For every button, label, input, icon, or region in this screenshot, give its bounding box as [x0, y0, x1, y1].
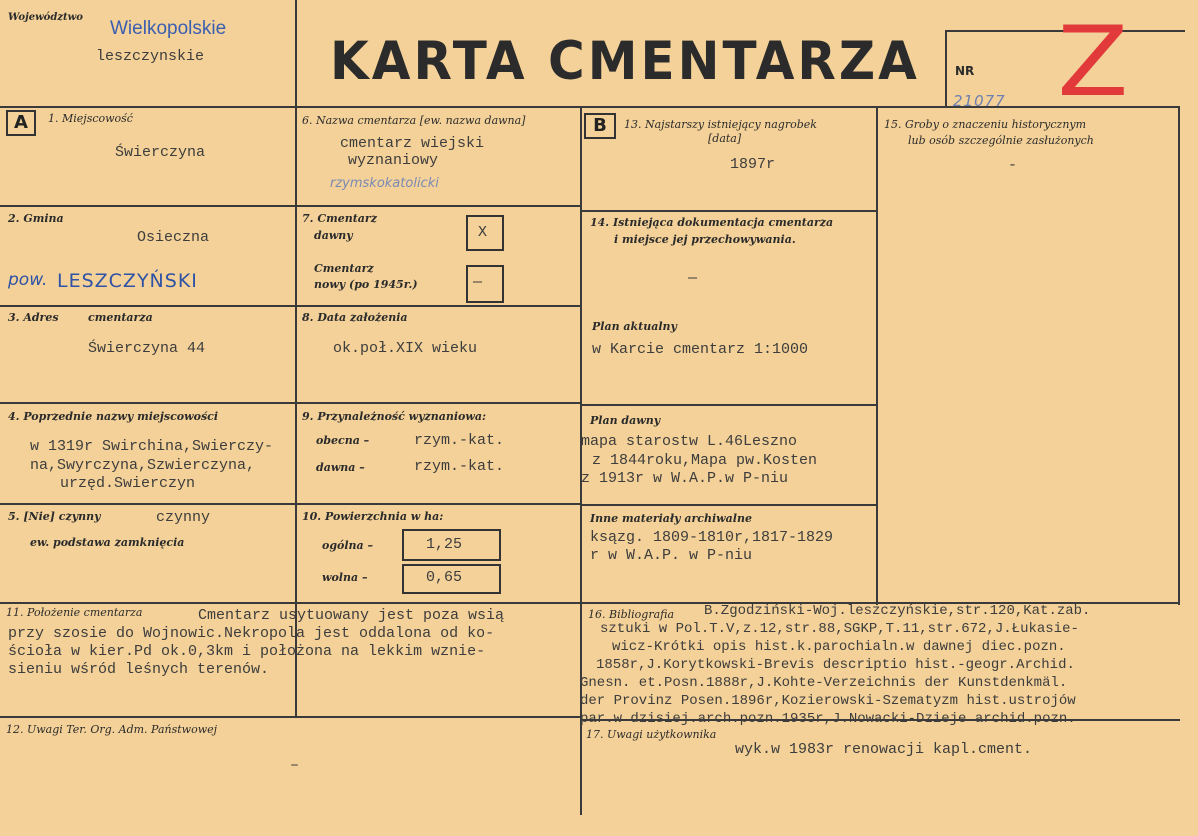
field-7-label-d: nowy (po 1945r.) [314, 278, 418, 291]
bibliography-line: par.w dzisiej.arch.pozn.1935r,J.Nowacki-Dzieje archid.pozn. [580, 711, 1076, 727]
field-17-value: wyk.w 1983r renowacji kapl.cment. [735, 741, 1033, 758]
section-letter-b: B [584, 113, 616, 139]
plan-dawny-line: z 1844roku,Mapa pw.Kosten [592, 452, 818, 469]
ogolna-label: ogólna – [322, 539, 373, 552]
divider [876, 107, 878, 605]
divider [0, 716, 580, 718]
field-4-line: urzęd.Swierczyn [60, 475, 196, 492]
field-1-value: Świerczyna [115, 144, 206, 161]
field-16-label: 16. Bibliografia [588, 608, 675, 621]
field-9-label: 9. Przynależność wyznaniowa: [302, 410, 487, 423]
divider [0, 205, 580, 207]
field-14-label-b: i miejsce jej przechowywania. [614, 233, 796, 246]
wolna-label: wolna – [322, 571, 368, 584]
field-3-label: 3. Adres [8, 311, 59, 324]
plan-aktualny-label: Plan aktualny [592, 320, 677, 333]
inne-materialy-label: Inne materiały archiwalne [590, 512, 752, 525]
field-7-label-b: dawny [314, 229, 353, 242]
bibliography-line: sztuki w Pol.T.V,z.12,str.88,SGKP,T.11,str.672,J.Łukasie- [600, 621, 1079, 637]
bibliography-line: Gnesn. et.Posn.1888r,J.Kohte-Verzeichnis der Kunstdenkmäl. [580, 675, 1068, 691]
field-10-label: 10. Powierzchnia w ha: [302, 510, 444, 523]
field-6-line: cmentarz wiejski [340, 135, 485, 152]
field-7-label-c: Cmentarz [314, 262, 374, 275]
field-1-label: 1. Miejscowość [48, 112, 133, 125]
dawna-value: rzym.-kat. [414, 458, 505, 475]
nowy-mark: — [473, 274, 483, 291]
divider [580, 404, 878, 406]
wojewodztwo-label: Województwo [8, 12, 83, 23]
inne-line: ksązg. 1809-1810r,1817-1829 [590, 529, 834, 546]
wolna-box [402, 564, 501, 594]
divider [580, 210, 878, 212]
nowy-checkbox[interactable] [466, 265, 504, 303]
field-13-value: 1897r [730, 156, 776, 173]
inne-line: r w W.A.P. w P-niu [590, 547, 753, 564]
bibliography-line: 1858r,J.Korytkowski-Brevis descriptio hist.-geogr.Archid. [596, 657, 1075, 673]
obecna-label: obecna – [316, 434, 370, 447]
divider [1178, 107, 1180, 605]
field-12-label: 12. Uwagi Ter. Org. Adm. Państwowej [6, 723, 218, 736]
bibliography-line: der Provinz Posen.1896r,Kozierowski-Szematyzm hist.ustrojów [580, 693, 1076, 709]
field-11-label: 11. Położenie cmentarza [6, 606, 143, 619]
region-typed: leszczynskie [96, 48, 205, 65]
plan-dawny-line: z 1913r w W.A.P.w P-niu [581, 470, 789, 487]
wolna-value: 0,65 [426, 569, 463, 586]
nr-label: NR [955, 64, 975, 78]
divider [0, 402, 580, 404]
field-5-label-b: ew. podstawa zamknięcia [30, 536, 185, 549]
pow-handwritten: pow. [8, 270, 48, 290]
bibliography-line: B.Zgodziński-Woj.leszczyńskie,str.120,Kat.zab. [704, 603, 1091, 619]
field-14-dash: — [688, 270, 698, 287]
field-13-label-b: [data] [708, 132, 742, 145]
field-7-label: 7. Cmentarz [302, 212, 377, 225]
field-5-value: czynny [156, 509, 211, 526]
field-2-value: Osieczna [137, 229, 210, 246]
field-4-label: 4. Poprzednie nazwy miejscowości [8, 410, 219, 423]
field-15-value: - [1008, 157, 1018, 174]
category-letter: Z [1057, 6, 1129, 118]
divider [945, 30, 947, 108]
field-6-handwritten: rzymskokatolicki [330, 176, 439, 191]
plan-dawny-line: mapa starostw L.46Leszno [581, 433, 798, 450]
page-title: KARTA CMENTARZA [330, 30, 920, 92]
field-6-line: wyznaniowy [348, 152, 439, 169]
nr-number: 21077 [953, 92, 1006, 110]
field-11-line: przy szosie do Wojnowic.Nekropola jest oddalona od ko- [8, 625, 495, 642]
obecna-value: rzym.-kat. [414, 432, 505, 449]
ogolna-box [402, 529, 501, 561]
field-11-line: Cmentarz usytuowany jest poza wsią [198, 607, 505, 624]
dawny-checkbox[interactable] [466, 215, 504, 251]
field-15-label: 15. Groby o znaczeniu historycznym [884, 118, 1087, 131]
field-4-line: na,Swyrczyna,Szwierczyna, [30, 457, 256, 474]
section-letter-a: A [6, 110, 36, 136]
field-8-value: ok.poł.XIX wieku [333, 340, 478, 357]
field-8-label: 8. Data założenia [302, 311, 408, 324]
field-5-label: 5. [Nie] czynny [8, 510, 101, 523]
field-3-value: Świerczyna 44 [88, 340, 206, 357]
field-11-line: ścioła w kier.Pd ok.0,3km i położona na lekkim wznie- [8, 643, 486, 660]
wojewodztwo-stamp: Wielkopolskie [110, 18, 227, 39]
dawny-mark: X [478, 224, 488, 241]
field-14-label: 14. Istniejąca dokumentacja cmentarza [590, 216, 834, 229]
field-13-label: 13. Najstarszy istniejący nagrobek [624, 118, 817, 131]
field-4-line: w 1319r Swirchina,Swierczy- [30, 438, 274, 455]
field-17-label: 17. Uwagi użytkownika [586, 728, 717, 741]
divider [0, 305, 580, 307]
field-12-value: – [290, 757, 300, 774]
ogolna-value: 1,25 [426, 536, 463, 553]
plan-aktualny-value: w Karcie cmentarz 1:1000 [592, 341, 809, 358]
field-2-label: 2. Gmina [8, 212, 64, 225]
bibliography-line: wicz-Krótki opis hist.k.parochialn.w dawnej diec.pozn. [612, 639, 1066, 655]
field-3-label-b: cmentarza [88, 311, 153, 324]
divider [0, 503, 580, 505]
divider [580, 504, 878, 506]
field-11-line: sieniu wśród leśnych terenów. [8, 661, 270, 678]
field-6-label: 6. Nazwa cmentarza [ew. nazwa dawna] [302, 114, 526, 127]
field-15-label-b: lub osób szczególnie zasłużonych [908, 134, 1094, 147]
dawna-label: dawna – [316, 461, 365, 474]
pow-value-handwritten: LESZCZYŃSKI [57, 270, 198, 292]
plan-dawny-label: Plan dawny [590, 414, 661, 427]
